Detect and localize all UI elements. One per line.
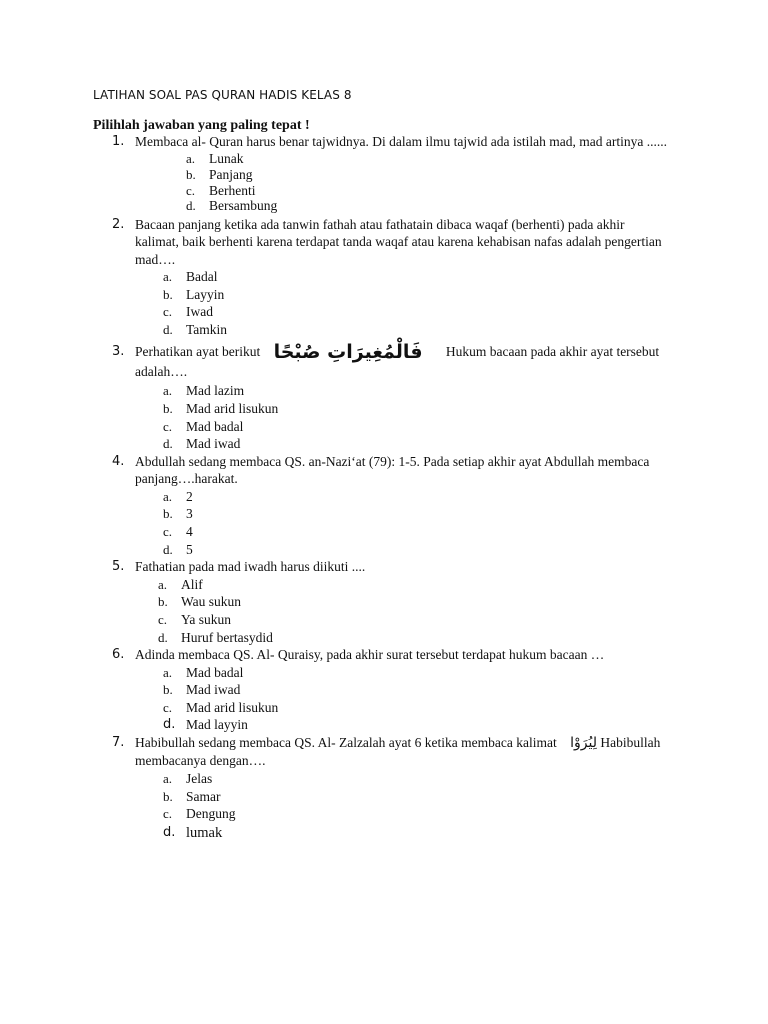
- option-text: Mad lazim: [186, 383, 245, 399]
- option-text: 3: [186, 506, 193, 522]
- question-5: [0, 558, 768, 646]
- option-letter: a.: [163, 269, 173, 285]
- question-number: 5.: [112, 559, 125, 575]
- question-number: 3.: [112, 344, 125, 360]
- option-b: [0, 681, 768, 699]
- arabic-word: لِيُرَوْا: [570, 734, 597, 751]
- option-a: [0, 770, 768, 788]
- option-letter: a.: [158, 576, 168, 592]
- option-text: 5: [186, 541, 193, 557]
- option-letter: c.: [163, 418, 173, 434]
- option-text: Mad arid lisukun: [186, 401, 279, 417]
- question-list: [0, 133, 768, 843]
- question-text: Adinda membaca QS. Al- Quraisy, pada akhir surat tersebut terdapat hukum bacaan …: [135, 647, 605, 663]
- option-d: [0, 541, 768, 559]
- question-text: Membaca al- Quran harus benar tajwidnya. Di dalam ilmu tajwid ada istilah mad, mad artinya ......: [135, 134, 667, 149]
- option-list: [0, 150, 768, 214]
- option-d: [0, 629, 768, 647]
- question-1: [0, 133, 768, 214]
- option-text: Jelas: [186, 770, 213, 786]
- question-text-before: Perhatikan ayat berikut: [135, 344, 261, 360]
- instruction-text: Pilihlah jawaban yang paling tepat !: [93, 118, 310, 133]
- question-6-row: [0, 646, 670, 664]
- option-text: Panjang: [209, 167, 253, 183]
- option-text: Layyin: [186, 286, 225, 302]
- question-number: 2.: [112, 216, 125, 232]
- option-c: [0, 183, 768, 199]
- option-c: [0, 523, 768, 541]
- option-a: [0, 268, 768, 286]
- option-list: [0, 664, 768, 734]
- option-letter: d.: [163, 436, 173, 452]
- option-b: [0, 400, 768, 418]
- option-letter: d.: [163, 824, 176, 840]
- option-list: [0, 770, 768, 843]
- option-list: [0, 488, 768, 558]
- question-3-row: [0, 342, 670, 382]
- option-b: [0, 788, 768, 806]
- option-letter: a.: [163, 770, 173, 786]
- option-letter: b.: [163, 682, 173, 698]
- option-a: [0, 382, 768, 400]
- option-letter: d.: [163, 541, 173, 557]
- option-c: [0, 805, 768, 823]
- option-a: [0, 488, 768, 506]
- option-text: Samar: [186, 788, 221, 804]
- option-text: Bersambung: [209, 198, 278, 214]
- option-letter: b.: [163, 401, 173, 417]
- option-list: [0, 268, 768, 338]
- option-b: [0, 505, 768, 523]
- option-text: Wau sukun: [181, 594, 242, 610]
- option-text: 4: [186, 524, 193, 540]
- option-text: Badal: [186, 269, 218, 285]
- question-number: 7.: [112, 734, 125, 750]
- option-text: Ya sukun: [181, 611, 232, 627]
- question-4: [0, 453, 768, 558]
- question-6: [0, 646, 768, 734]
- option-letter: b.: [163, 788, 173, 804]
- option-list: [0, 382, 768, 452]
- option-text: Mad badal: [186, 418, 244, 434]
- option-letter: d.: [163, 717, 176, 733]
- question-text-before: Habibullah sedang membaca QS. Al- Zalzalah ayat 6 ketika membaca kalimat: [135, 734, 557, 750]
- option-d: [0, 198, 768, 214]
- option-text: Mad iwad: [186, 682, 241, 698]
- option-text: Mad badal: [186, 664, 244, 680]
- option-text: lumak: [186, 824, 223, 841]
- option-c: [0, 699, 768, 717]
- option-text: Mad layyin: [186, 717, 248, 733]
- document-title: LATIHAN SOAL PAS QURAN HADIS KELAS 8: [93, 88, 352, 102]
- question-text: Fathatian pada mad iwadh harus diikuti ....: [135, 559, 366, 575]
- option-letter: c.: [163, 524, 173, 540]
- option-text: Lunak: [209, 150, 244, 166]
- question-text: Bacaan panjang ketika ada tanwin fathah atau fathatain dibaca waqaf (berhenti) pada akhir kalimat, baik berhenti karena terdapat tanda waqaf atau karena kehabisan nafas adalah pengertian mad….: [135, 216, 662, 267]
- question-2: [0, 216, 768, 339]
- question-text-after: Hukum bacaan pada akhir ayat tersebut adalah….: [135, 344, 660, 380]
- option-b: [0, 167, 768, 183]
- option-a: [0, 664, 768, 682]
- option-letter: c.: [163, 304, 173, 320]
- question-number: 6.: [112, 647, 125, 663]
- option-c: [0, 303, 768, 321]
- option-c: [0, 418, 768, 436]
- option-a: [0, 576, 768, 594]
- option-b: [0, 286, 768, 304]
- option-d: [0, 321, 768, 339]
- option-letter: c.: [163, 699, 173, 715]
- question-number: 1.: [112, 134, 125, 149]
- option-d: [0, 716, 768, 734]
- option-a: [0, 150, 768, 168]
- option-text: Huruf bertasydid: [181, 629, 273, 645]
- question-5-row: [0, 558, 670, 576]
- option-text: Mad arid lisukun: [186, 699, 279, 715]
- question-4-row: [0, 453, 670, 488]
- option-list: [0, 576, 768, 646]
- question-number: 4.: [112, 453, 125, 469]
- option-letter: b.: [186, 167, 196, 183]
- question-text-after: Habibullah membacanya dengan….: [135, 734, 661, 768]
- question-text: Abdullah sedang membaca QS. an-Nazi‘at (79): 1-5. Pada setiap akhir ayat Abdullah membaca panjang….harakat.: [135, 453, 650, 487]
- option-text: Alif: [181, 576, 203, 592]
- option-letter: b.: [163, 506, 173, 522]
- arabic-verse: فَالْمُغِيرَاتِ صُبْحًا: [273, 341, 423, 364]
- option-text: Tamkin: [186, 321, 228, 337]
- option-letter: a.: [186, 150, 196, 166]
- option-letter: d.: [158, 629, 168, 645]
- option-letter: b.: [158, 594, 168, 610]
- question-7: [0, 734, 768, 843]
- option-text: Mad iwad: [186, 436, 241, 452]
- option-text: Dengung: [186, 806, 236, 822]
- option-letter: c.: [186, 182, 196, 198]
- question-1-row: [0, 133, 670, 151]
- option-letter: b.: [163, 286, 173, 302]
- option-letter: c.: [163, 806, 173, 822]
- option-b: [0, 593, 768, 611]
- question-3: [0, 342, 768, 452]
- option-letter: a.: [163, 488, 173, 504]
- question-7-row: [0, 734, 670, 770]
- option-letter: c.: [158, 611, 168, 627]
- option-d: [0, 823, 768, 843]
- option-letter: d.: [186, 198, 196, 214]
- option-text: Iwad: [186, 304, 213, 320]
- option-text: 2: [186, 488, 193, 504]
- option-c: [0, 611, 768, 629]
- option-letter: d.: [163, 321, 173, 337]
- question-2-row: [0, 216, 670, 269]
- option-text: Berhenti: [209, 182, 256, 198]
- option-letter: a.: [163, 383, 173, 399]
- option-letter: a.: [163, 664, 173, 680]
- option-d: [0, 435, 768, 453]
